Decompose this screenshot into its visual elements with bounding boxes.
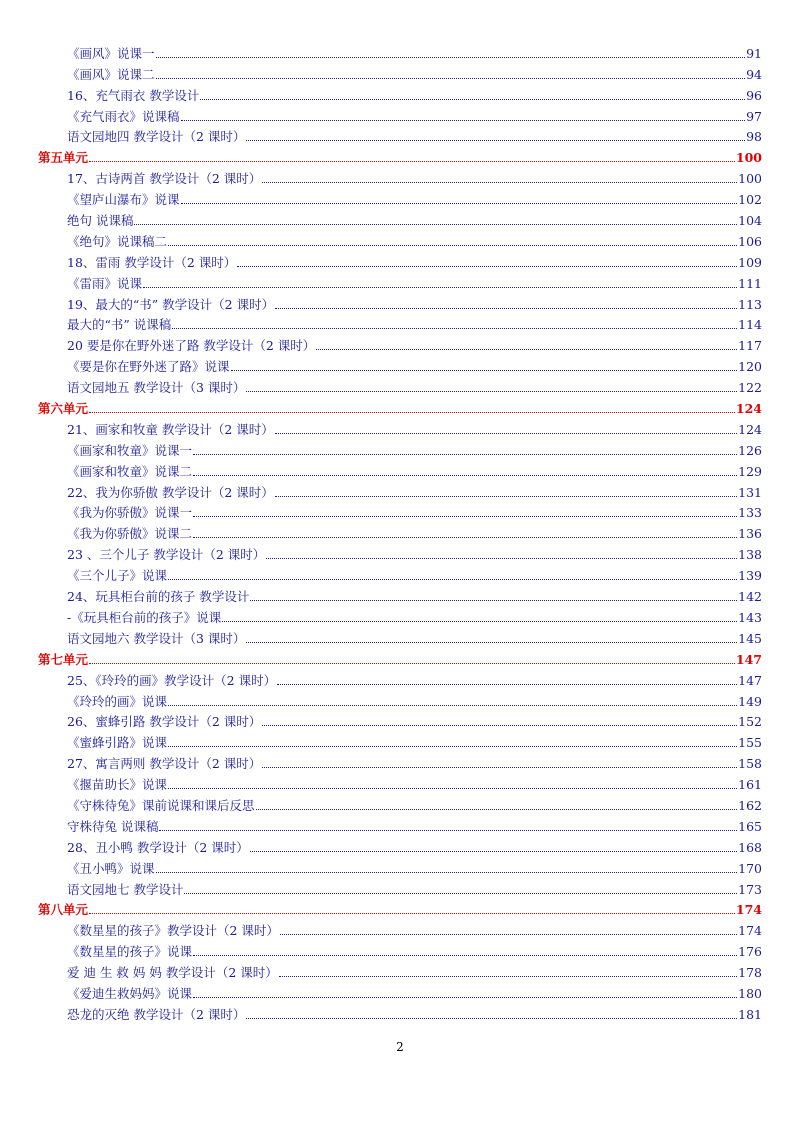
toc-entry-page: 168	[738, 839, 762, 855]
toc-entry-title: 22、我为你骄傲 教学设计（2 课时）	[67, 484, 274, 500]
dot-leader	[193, 537, 737, 538]
toc-entry-page: 161	[738, 777, 762, 793]
toc-entry[interactable]	[38, 583, 762, 604]
toc-entry-page: 111	[738, 275, 762, 291]
toc-entry[interactable]	[38, 40, 762, 61]
toc-entry-page: 133	[738, 505, 762, 521]
toc-entry-page: 114	[738, 317, 762, 333]
page-number: 2	[396, 1040, 404, 1054]
toc-entry-title: 绝句 说课稿	[67, 213, 134, 229]
toc-entry[interactable]	[38, 500, 762, 521]
toc-entry-page: 152	[738, 714, 762, 730]
toc-entry-title: 25、《玲玲的画》教学设计（2 课时）	[67, 672, 277, 688]
toc-entry-title: 第七单元	[38, 651, 89, 667]
dot-leader	[89, 412, 735, 413]
toc-entry[interactable]	[38, 332, 762, 353]
toc-unit-heading[interactable]	[38, 897, 762, 918]
dot-leader	[262, 182, 737, 183]
toc-entry-title: 28、丑小鸭 教学设计（2 课时）	[67, 839, 249, 855]
toc-entry-title: 23 、三个儿子 教学设计（2 课时）	[67, 547, 266, 563]
toc-entry-page: 149	[738, 693, 762, 709]
dot-leader	[193, 997, 737, 998]
dot-leader	[159, 830, 737, 831]
toc-entry[interactable]	[38, 124, 762, 145]
dot-leader	[277, 684, 737, 685]
toc-entry-title: 《蜜蜂引路》说课	[67, 735, 168, 751]
dot-leader	[222, 621, 737, 622]
toc-entry-page: 100	[738, 171, 762, 187]
toc-entry-title: 《爱迪生救妈妈》说课	[67, 985, 193, 1001]
toc-entry-page: 136	[738, 526, 762, 542]
toc-entry-title: 17、古诗两首 教学设计（2 课时）	[67, 171, 262, 187]
dot-leader	[275, 433, 737, 434]
toc-entry-title: 语文园地六 教学设计（3 课时）	[67, 630, 246, 646]
toc-entry-title: 《雷雨》说课	[67, 275, 143, 291]
toc-entry-title: 26、蜜蜂引路 教学设计（2 课时）	[67, 714, 262, 730]
toc-entry-page: 145	[738, 630, 762, 646]
toc-entry-page: 162	[738, 797, 762, 813]
dot-leader	[246, 1018, 737, 1019]
dot-leader	[172, 328, 737, 329]
toc-entry-title: 24、玩具柜台前的孩子 教学设计	[67, 589, 250, 605]
toc-entry-title: 19、最大的“书” 教学设计（2 课时）	[67, 296, 275, 312]
dot-leader	[143, 287, 737, 288]
dot-leader	[246, 391, 737, 392]
toc-entry-page: 96	[746, 87, 762, 103]
toc-entry-page: 147	[735, 651, 762, 667]
dot-leader	[275, 308, 737, 309]
toc-entry[interactable]	[38, 61, 762, 82]
toc-entry[interactable]	[38, 855, 762, 876]
toc-unit-heading[interactable]	[38, 395, 762, 416]
toc-entry-page: 138	[738, 547, 762, 563]
toc-entry-title: 27、寓言两则 教学设计（2 课时）	[67, 756, 262, 772]
toc-entry[interactable]	[38, 604, 762, 625]
dot-leader	[250, 851, 737, 852]
toc-entry[interactable]	[38, 938, 762, 959]
toc-entry[interactable]	[38, 541, 762, 562]
toc-entry[interactable]	[38, 959, 762, 980]
toc-entry-page: 155	[738, 735, 762, 751]
toc-entry-title: 《要是你在野外迷了路》说课	[67, 359, 230, 375]
dot-leader	[181, 203, 738, 204]
toc-entry-page: 142	[738, 589, 762, 605]
dot-leader	[168, 788, 737, 789]
toc-entry[interactable]	[38, 1001, 762, 1022]
toc-entry-title: 恐龙的灭绝 教学设计（2 课时）	[67, 1006, 246, 1022]
dot-leader	[168, 746, 737, 747]
dot-leader	[89, 913, 735, 914]
toc-entry-page: 173	[738, 881, 762, 897]
toc-entry-title: 《画家和牧童》说课二	[67, 463, 193, 479]
toc-entry-page: 91	[746, 45, 762, 61]
toc-entry[interactable]	[38, 207, 762, 228]
dot-leader	[193, 516, 737, 517]
toc-entry[interactable]	[38, 562, 762, 583]
toc-entry-title: 《揠苗助长》说课	[67, 777, 168, 793]
dot-leader	[246, 642, 737, 643]
toc-entry-page: 117	[738, 338, 762, 354]
toc-entry[interactable]	[38, 667, 762, 688]
toc-entry[interactable]	[38, 270, 762, 291]
dot-leader	[89, 663, 735, 664]
toc-entry[interactable]	[38, 353, 762, 374]
toc-entry-title: 《数星星的孩子》教学设计（2 课时）	[67, 923, 279, 939]
toc-entry-page: 174	[738, 923, 762, 939]
toc-entry-page: 158	[738, 756, 762, 772]
toc-entry-page: 98	[746, 129, 762, 145]
toc-entry[interactable]	[38, 249, 762, 270]
toc-entry[interactable]	[38, 729, 762, 750]
toc-entry-page: 97	[746, 108, 762, 124]
toc-entry[interactable]	[38, 103, 762, 124]
dot-leader	[246, 140, 745, 141]
toc-entry[interactable]	[38, 416, 762, 437]
toc-entry-title: 第六单元	[38, 401, 89, 417]
toc-entry-page: 124	[735, 401, 762, 417]
toc-entry[interactable]	[38, 625, 762, 646]
toc-unit-heading[interactable]	[38, 646, 762, 667]
toc-entry-title: 第五单元	[38, 150, 89, 166]
dot-leader	[316, 349, 737, 350]
toc-entry-title: 语文园地五 教学设计（3 课时）	[67, 380, 246, 396]
dot-leader	[168, 245, 737, 246]
table-of-contents	[38, 40, 762, 1022]
toc-entry-page: 180	[738, 985, 762, 1001]
dot-leader	[262, 725, 737, 726]
dot-leader	[156, 872, 738, 873]
toc-entry[interactable]	[38, 980, 762, 1001]
toc-entry[interactable]	[38, 479, 762, 500]
toc-entry-page: 94	[746, 66, 762, 82]
toc-entry-title: 16、充气雨衣 教学设计	[67, 87, 200, 103]
toc-entry-page: 106	[738, 233, 762, 249]
dot-leader	[237, 266, 737, 267]
toc-entry[interactable]	[38, 750, 762, 771]
toc-entry[interactable]	[38, 228, 762, 249]
toc-entry-page: 100	[735, 150, 762, 166]
toc-entry-page: 170	[738, 860, 762, 876]
toc-entry-title: 20 要是你在野外迷了路 教学设计（2 课时）	[67, 338, 316, 354]
toc-entry[interactable]	[38, 291, 762, 312]
toc-entry[interactable]	[38, 312, 762, 333]
dot-leader	[184, 893, 737, 894]
toc-entry[interactable]	[38, 165, 762, 186]
dot-leader	[156, 57, 746, 58]
toc-entry[interactable]	[38, 458, 762, 479]
toc-entry[interactable]	[38, 186, 762, 207]
toc-entry-page: 165	[738, 818, 762, 834]
dot-leader	[193, 454, 737, 455]
toc-entry-page: 109	[738, 254, 762, 270]
toc-entry-title: -《玩具柜台前的孩子》说课	[67, 609, 222, 625]
toc-entry-title: 语文园地七 教学设计	[67, 881, 184, 897]
dot-leader	[256, 809, 738, 810]
dot-leader	[181, 120, 746, 121]
toc-entry-page: 181	[738, 1006, 762, 1022]
dot-leader	[280, 934, 737, 935]
toc-entry[interactable]	[38, 709, 762, 730]
toc-entry-page: 129	[738, 463, 762, 479]
toc-entry-page: 147	[738, 672, 762, 688]
dot-leader	[193, 955, 737, 956]
toc-entry-title: 《数星星的孩子》说课	[67, 944, 193, 960]
toc-entry-title: 《丑小鸭》说课	[67, 860, 155, 876]
toc-entry[interactable]	[38, 374, 762, 395]
toc-entry-title: 《守株待兔》课前说课和课后反思	[67, 797, 255, 813]
toc-entry-title: 《画家和牧童》说课一	[67, 442, 193, 458]
toc-entry-title: 《望庐山瀑布》说课	[67, 192, 180, 208]
toc-entry[interactable]	[38, 437, 762, 458]
dot-leader	[262, 767, 737, 768]
toc-entry-page: 131	[738, 484, 762, 500]
toc-entry-title: 爱 迪 生 救 妈 妈 教学设计（2 课时）	[67, 965, 278, 981]
toc-entry-title: 守株待兔 说课稿	[67, 818, 159, 834]
toc-entry-title: 第八单元	[38, 902, 89, 918]
toc-entry[interactable]	[38, 834, 762, 855]
toc-entry-title: 语文园地四 教学设计（2 课时）	[67, 129, 246, 145]
toc-entry-page: 178	[738, 965, 762, 981]
toc-entry-page: 139	[738, 568, 762, 584]
toc-entry-page: 176	[738, 944, 762, 960]
toc-entry-title: 《我为你骄傲》说课一	[67, 505, 193, 521]
toc-entry[interactable]	[38, 82, 762, 103]
dot-leader	[168, 705, 737, 706]
toc-entry-page: 124	[738, 421, 762, 437]
toc-entry-title: 《画风》说课一	[67, 45, 155, 61]
toc-entry[interactable]	[38, 520, 762, 541]
dot-leader	[156, 78, 746, 79]
toc-entry-title: 《绝句》说课稿二	[67, 233, 168, 249]
toc-entry-page: 143	[738, 609, 762, 625]
toc-entry[interactable]	[38, 771, 762, 792]
dot-leader	[279, 976, 737, 977]
dot-leader	[250, 600, 737, 601]
toc-entry-page: 113	[738, 296, 762, 312]
toc-entry-title: 《我为你骄傲》说课二	[67, 526, 193, 542]
toc-entry[interactable]	[38, 917, 762, 938]
toc-entry-page: 122	[738, 380, 762, 396]
toc-entry-page: 174	[735, 902, 762, 918]
toc-entry[interactable]	[38, 876, 762, 897]
dot-leader	[134, 224, 737, 225]
toc-entry-title: 最大的“书” 说课稿	[67, 317, 172, 333]
toc-entry-page: 104	[738, 213, 762, 229]
toc-entry-title: 《画风》说课二	[67, 66, 155, 82]
dot-leader	[168, 579, 737, 580]
toc-entry-title: 《充气雨衣》说课稿	[67, 108, 180, 124]
toc-entry-title: 《玲玲的画》说课	[67, 693, 168, 709]
toc-entry[interactable]	[38, 813, 762, 834]
dot-leader	[231, 370, 738, 371]
dot-leader	[89, 161, 735, 162]
toc-entry-page: 120	[738, 359, 762, 375]
toc-unit-heading[interactable]	[38, 144, 762, 165]
toc-entry-page: 126	[738, 442, 762, 458]
dot-leader	[200, 99, 745, 100]
dot-leader	[275, 496, 737, 497]
toc-entry-page: 102	[738, 192, 762, 208]
toc-entry[interactable]	[38, 792, 762, 813]
toc-entry[interactable]	[38, 688, 762, 709]
toc-entry-title: 21、画家和牧童 教学设计（2 课时）	[67, 421, 274, 437]
dot-leader	[266, 558, 737, 559]
toc-entry-title: 18、雷雨 教学设计（2 课时）	[67, 254, 237, 270]
toc-entry-title: 《三个儿子》说课	[67, 568, 168, 584]
dot-leader	[193, 475, 737, 476]
